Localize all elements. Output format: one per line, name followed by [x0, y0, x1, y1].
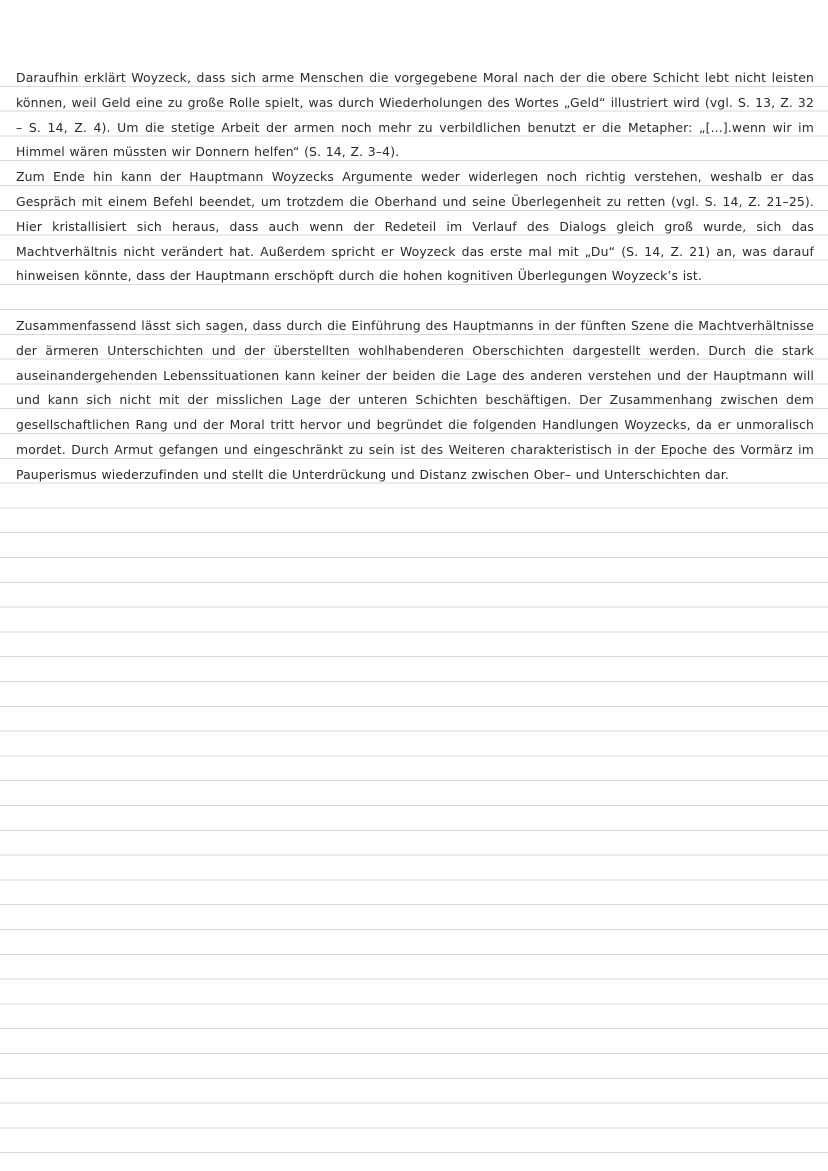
essay-text: [16, 66, 814, 488]
paragraph-hauptmann-ending: Zum Ende hin kann der Hauptmann Woyzecks Argumente weder widerlegen noch richtig verstehen, weshalb er das Gespräch mit einem Befehl beendet, um trotzdem die Oberhand und seine Überlegenheit zu retten (vgl. S. 14, Z. 21–25). Hier kristallisiert sich heraus, dass auch wenn der Redeteil im Verlauf des Dialogs gleich groß wurde, sich das Machtverhältnis nicht verändert hat. Außerdem spricht er Woyzeck das erste mal mit „Du“ (S. 14, Z. 21) an, was darauf hinweisen könnte, dass der Hauptmann erschöpft durch die hohen kognitiven Überlegungen Woyzeck’s ist.: [16, 169, 814, 284]
paragraph-conclusion: Zusammenfassend lässt sich sagen, dass durch die Einführung des Hauptmanns in der fünften Szene die Machtverhältnisse der ärmeren Unterschichten und der überstellten wohlhabenderen Oberschichten dargestellt werden. Durch die stark auseinandergehenden Lebenssituationen kann keiner der beiden die Lage des anderen verstehen und der Hauptmann will und kann sich nicht mit der misslichen Lage der unteren Schichten beschäftigen. Der Zusammenhang zwischen dem gesellschaftlichen Rang und der Moral tritt hervor und begründet die folgenden Handlungen Woyzecks, da er unmoralisch mordet. Durch Armut gefangen und eingeschränkt zu sein ist des Weiteren charakteristisch in der Epoche des Vormärz im Pauperismus wiederzufinden und stellt die Unterdrückung und Distanz zwischen Ober– und Unterschichten dar.: [16, 317, 814, 482]
paragraph-woyzeck-money: Daraufhin erklärt Woyzeck, dass sich arme Menschen die vorgegebene Moral nach der die obere Schicht lebt nicht leisten können, weil Geld eine zu große Rolle spielt, was durch Wiederholungen des Wortes „Geld“ illustriert wird (vgl. S. 13, Z. 32 – S. 14, Z. 4). Um die stetige Arbeit der armen noch mehr zu verbildlichen benutzt er die Metapher: „[...].wenn wir im Himmel wären müssten wir Donnern helfen“ (S. 14, Z. 3–4).: [16, 70, 814, 160]
paragraph-gap: [16, 289, 814, 314]
